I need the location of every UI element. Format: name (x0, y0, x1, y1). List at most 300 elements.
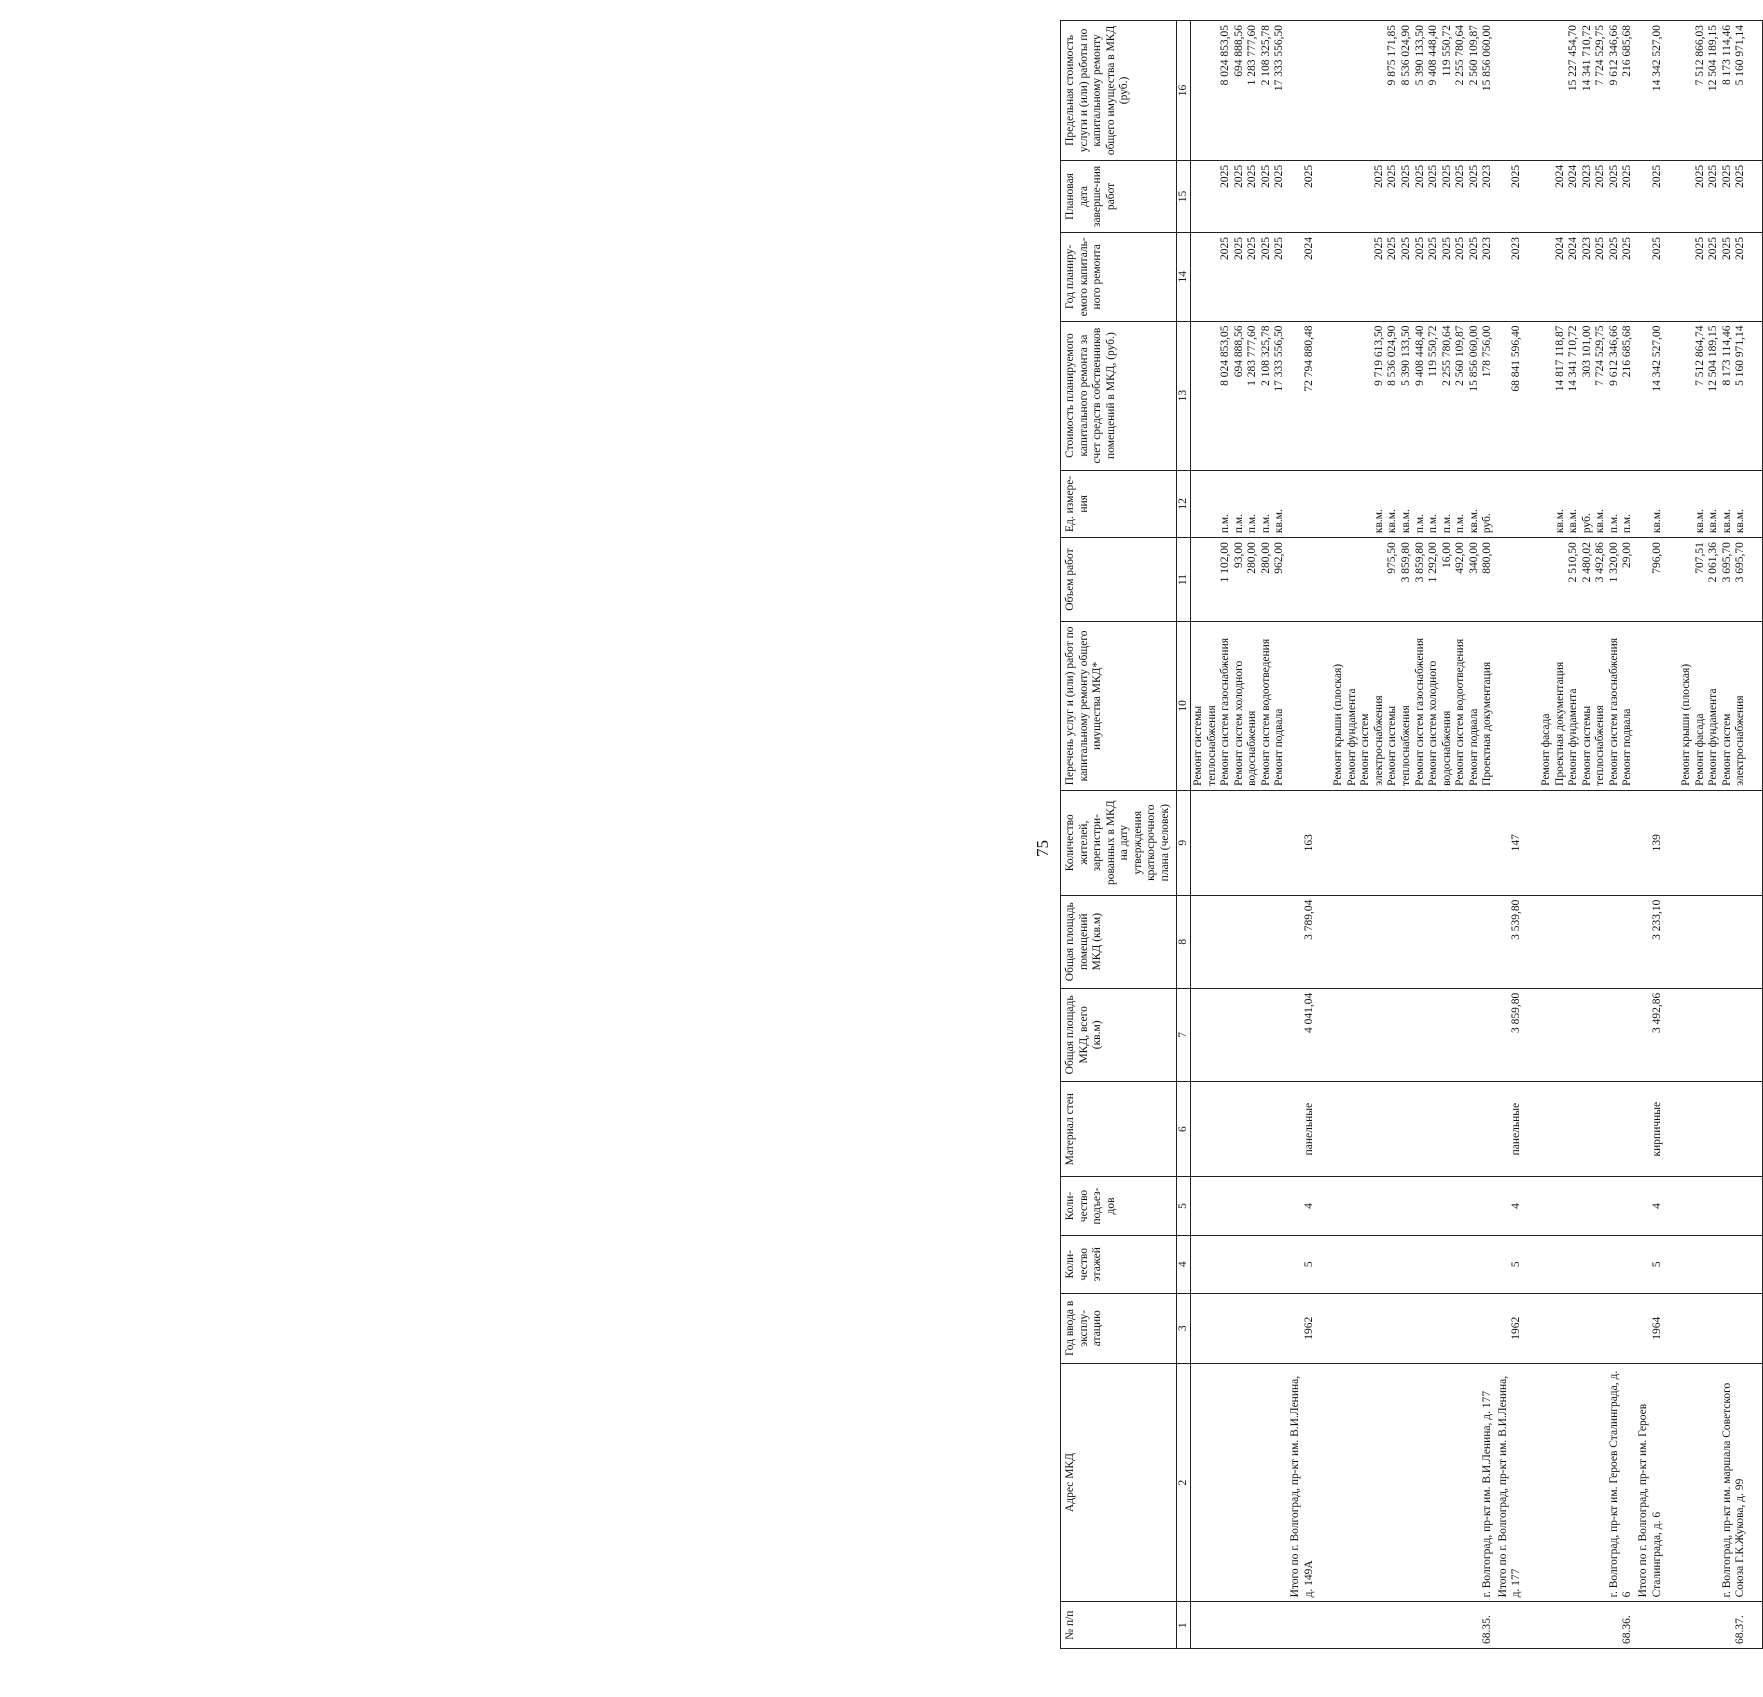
limit-cost-line: 2 255 780,64 (1454, 25, 1467, 86)
empty-cell (1191, 790, 1288, 895)
work-item-line: Ремонт систем газоснабжения (1413, 637, 1426, 786)
spacer-row (1749, 21, 1763, 1649)
empty-cell (1665, 895, 1679, 988)
empty-cell (1665, 988, 1679, 1081)
empty-cell (1525, 1235, 1539, 1293)
work-item-line: Ремонт систем электроснабжения (1359, 695, 1385, 786)
residents: 147 (1496, 790, 1525, 895)
volume-line: 1 292,00 (1427, 542, 1440, 583)
cost-line: 216 685,68 (1621, 325, 1634, 378)
empty-cell (1665, 1235, 1679, 1293)
empty-cell (1749, 895, 1763, 988)
unit-line: кв.м. (1386, 509, 1399, 534)
cost-line: 9 612 346,66 (1607, 325, 1620, 386)
empty-cell (1317, 1293, 1331, 1363)
empty-cell (1331, 1081, 1496, 1176)
volume (1191, 538, 1288, 622)
work-item-line: Ремонт фасада (1693, 713, 1706, 786)
finish-date-line: 2025 (1246, 164, 1259, 188)
cost (1191, 321, 1288, 470)
empty-cell (1525, 538, 1539, 622)
address (1191, 1363, 1288, 1602)
cost (1679, 321, 1749, 470)
work-item-line: Ремонт фасада (1540, 713, 1552, 786)
unit-line: п.м. (1621, 513, 1634, 534)
column-number: 3 (1176, 1293, 1191, 1363)
unit (1679, 470, 1749, 538)
volume-line: 1 320,00 (1607, 542, 1620, 583)
cost-line: 15 856 060,00 (1467, 325, 1480, 392)
limit-cost-line: 1 283 777,60 (1246, 25, 1259, 86)
total-unit: кв.м. (1636, 470, 1665, 538)
page-number: 75 (1033, 840, 1052, 857)
empty-cell (1665, 1293, 1679, 1363)
limit-cost-line: 9 408 448,40 (1427, 25, 1440, 86)
volume (1331, 538, 1496, 622)
table-row (1191, 21, 1288, 1649)
unit-line: кв.м. (1693, 509, 1706, 534)
finish-date-line: 2025 (1720, 164, 1733, 188)
finish-date (1331, 160, 1496, 232)
finish-date-line: 2025 (1273, 164, 1286, 188)
total-label: Итого по г. Волгоград, пр-кт им. Героев Сталинграда, д. 6 (1636, 1363, 1665, 1602)
plan-year-line: 2025 (1440, 237, 1453, 261)
limit-cost-line: 8 536 024,90 (1399, 25, 1412, 86)
empty-cell (1317, 538, 1331, 622)
finish-date-line: 2025 (1621, 164, 1634, 188)
empty-cell (1665, 321, 1679, 470)
volume-line: 2 510,50 (1567, 542, 1580, 583)
empty-cell (1525, 895, 1539, 988)
empty-cell (1191, 1293, 1288, 1363)
finish-date-line: 2025 (1734, 164, 1747, 188)
column-number: 10 (1176, 621, 1191, 790)
finish-date (1191, 160, 1288, 232)
work-item (1191, 621, 1288, 790)
total-cost: 72 794 880,48 (1288, 321, 1317, 470)
cost-line: 119 550,72 (1427, 325, 1440, 377)
work-item (1539, 621, 1636, 790)
unit-line: п.м. (1219, 513, 1232, 534)
plan-year-line: 2025 (1386, 237, 1399, 261)
plan-year-line: 2025 (1454, 237, 1467, 261)
cost-line: 8 536 024,90 (1386, 325, 1399, 386)
row-number: 68.35. (1331, 1602, 1496, 1649)
unit-line: п.м. (1259, 513, 1272, 534)
work-item-line: Ремонт фундамента (1567, 688, 1580, 786)
unit (1539, 470, 1636, 538)
address: г. Волгоград, пр-кт им. В.И.Ленина, д. 177 (1331, 1363, 1496, 1602)
unit-line: п.м. (1246, 513, 1259, 534)
empty-cell (1665, 538, 1679, 622)
unit-line: п.м. (1440, 513, 1453, 534)
header-cell: Адрес МКД (1061, 1363, 1177, 1602)
empty-cell (1525, 21, 1539, 161)
address: г. Волгоград, пр-кт им. Героев Сталинграда, д. 6 (1539, 1363, 1636, 1602)
unit-line: кв.м. (1467, 509, 1480, 534)
work-item-line: Ремонт систем водоотведения (1454, 638, 1467, 786)
finish-date-line: 2024 (1567, 164, 1580, 188)
empty-cell (1331, 1235, 1496, 1293)
unit-line: п.м. (1607, 513, 1620, 534)
empty-cell (1665, 160, 1679, 232)
total-label: Итого по г. Волгоград, пр-кт им. В.И.Ленина, д. 177 (1496, 1363, 1525, 1602)
empty-cell (1749, 233, 1763, 322)
volume (1679, 538, 1749, 622)
cost-line: 9 719 613,50 (1372, 325, 1385, 386)
total-row (1636, 21, 1665, 1649)
cost-line: 303 101,00 (1580, 325, 1593, 378)
total-cost: 68 841 596,40 (1496, 321, 1525, 470)
empty-cell (1317, 160, 1331, 232)
volume-line: 2 480,02 (1580, 542, 1593, 583)
cost-line: 5 160 971,14 (1734, 325, 1747, 386)
empty-cell (1191, 1177, 1288, 1235)
empty-cell (1317, 790, 1331, 895)
work-item-line: Ремонт систем газоснабжения (1607, 637, 1620, 786)
column-number: 9 (1176, 790, 1191, 895)
table-row (1331, 21, 1496, 1649)
finish-date-line: 2025 (1607, 164, 1620, 188)
volume-line: 3 492,86 (1594, 542, 1607, 583)
empty-cell (1191, 895, 1288, 988)
empty-cell (1539, 988, 1636, 1081)
empty-cell (1749, 790, 1763, 895)
cost-line: 8 173 114,46 (1720, 325, 1733, 386)
area-total: 4 041,04 (1288, 988, 1317, 1081)
plan-year-line: 2025 (1607, 237, 1620, 261)
work-item-line: Ремонт подвала (1621, 708, 1634, 786)
finish-date-line: 2025 (1386, 164, 1399, 188)
total-row (1496, 21, 1525, 1649)
empty-cell (1749, 321, 1763, 470)
build-year: 1964 (1636, 1293, 1665, 1363)
empty-cell (1749, 1177, 1763, 1235)
column-number: 1 (1176, 1602, 1191, 1649)
empty-cell (1191, 1235, 1288, 1293)
spacer-row (1525, 21, 1539, 1649)
plan-year (1191, 233, 1288, 322)
empty-cell (1288, 1602, 1317, 1649)
empty-cell (1317, 321, 1331, 470)
limit-cost-line: 5 160 971,14 (1734, 25, 1747, 86)
column-number-row (1176, 21, 1191, 1649)
empty-cell (1679, 895, 1749, 988)
entrances: 4 (1288, 1177, 1317, 1235)
limit-cost (1191, 21, 1288, 161)
header-cell: Материал стен (1061, 1081, 1177, 1176)
limit-cost-line: 119 550,72 (1440, 25, 1453, 77)
cost-line: 12 504 189,15 (1707, 325, 1720, 392)
unit-line: руб. (1481, 513, 1494, 534)
volume-line: 3 695,70 (1720, 542, 1733, 583)
empty-cell (1317, 1081, 1331, 1176)
row-number: 68.37. (1679, 1602, 1749, 1649)
empty-cell (1317, 470, 1331, 538)
empty-cell (1665, 233, 1679, 322)
unit-line: п.м. (1413, 513, 1426, 534)
header-cell: № п/п (1061, 1602, 1177, 1649)
volume-line: 3 859,80 (1399, 542, 1412, 583)
empty-cell (1539, 1177, 1636, 1235)
header-cell: Объем работ (1061, 538, 1177, 622)
column-number: 7 (1176, 988, 1191, 1081)
wall-material: панельные (1288, 1081, 1317, 1176)
finish-date-line: 2025 (1454, 164, 1467, 188)
cost-line: 9 408 448,40 (1413, 325, 1426, 386)
header-cell: Предельная стоимость услуги и (или) работы по капитальному ремонту общего имущества в МКД (руб.) (1061, 21, 1177, 161)
volume-line: 340,00 (1467, 542, 1480, 574)
volume-line: 280,00 (1246, 542, 1259, 574)
work-item-line: Ремонт системы теплоснабжения (1580, 705, 1607, 786)
plan-year-line: 2025 (1427, 237, 1440, 261)
empty-cell (1749, 470, 1763, 538)
table-row (1539, 21, 1636, 1649)
header-cell: Количество жителей, зарегистри-рованных в МКД на дату утверждения краткосрочного плана (человек) (1061, 790, 1177, 895)
total-finish-date: 2025 (1496, 160, 1525, 232)
cost-line: 694 888,56 (1232, 325, 1245, 378)
empty-cell (1679, 988, 1749, 1081)
empty-cell (1636, 621, 1665, 790)
volume-line: 975,50 (1386, 542, 1399, 574)
total-volume (1288, 538, 1317, 622)
unit-line: кв.м. (1734, 509, 1747, 534)
residents: 163 (1288, 790, 1317, 895)
empty-cell (1525, 790, 1539, 895)
empty-cell (1665, 21, 1679, 161)
finish-date-line: 2025 (1219, 164, 1232, 188)
empty-cell (1749, 988, 1763, 1081)
plan-year-line: 2025 (1734, 237, 1747, 261)
empty-cell (1191, 1081, 1288, 1176)
empty-cell (1665, 621, 1679, 790)
empty-cell (1749, 1081, 1763, 1176)
unit-line: кв.м. (1720, 509, 1733, 534)
work-item-line: Ремонт системы теплоснабжения (1192, 705, 1218, 786)
plan-year-line: 2025 (1259, 237, 1272, 261)
cost-line: 14 817 118,87 (1553, 325, 1566, 392)
empty-cell (1317, 233, 1331, 322)
plan-year-line: 2023 (1580, 237, 1593, 261)
cost (1539, 321, 1636, 470)
unit-line: руб. (1580, 513, 1593, 534)
empty-cell (1525, 321, 1539, 470)
wall-material: кирпичные (1636, 1081, 1665, 1176)
finish-date-line: 2025 (1707, 164, 1720, 188)
capital-repair-table (1060, 20, 1763, 1649)
total-limit (1496, 21, 1525, 161)
empty-cell (1749, 1235, 1763, 1293)
total-unit (1496, 470, 1525, 538)
limit-cost (1679, 21, 1749, 161)
work-item-line: Ремонт систем холодного водоснабжения (1427, 660, 1453, 786)
work-item (1679, 621, 1749, 790)
work-item-line: Ремонт систем водоотведения (1259, 638, 1272, 786)
plan-year-line: 2025 (1413, 237, 1426, 261)
limit-cost-line: 7 724 529,75 (1594, 25, 1607, 86)
spacer-row (1317, 21, 1331, 1649)
volume-line: 1 102,00 (1219, 542, 1232, 583)
volume (1539, 538, 1636, 622)
work-item-line: Ремонт системы теплоснабжения (1386, 705, 1412, 786)
finish-date-line: 2025 (1232, 164, 1245, 188)
area-premises: 3 789,04 (1288, 895, 1317, 988)
empty-cell (1679, 790, 1749, 895)
cost-line: 8 024 853,05 (1219, 325, 1232, 386)
cost-line: 14 341 710,72 (1567, 325, 1580, 392)
empty-cell (1539, 790, 1636, 895)
header-cell: Общая площадь МКД, всего (кв.м) (1061, 988, 1177, 1081)
wall-material: панельные (1496, 1081, 1525, 1176)
empty-cell (1539, 1235, 1636, 1293)
table-row (1679, 21, 1749, 1649)
floors: 5 (1636, 1235, 1665, 1293)
work-item-line: Ремонт систем газоснабжения (1219, 637, 1232, 786)
limit-cost-line: 14 341 710,72 (1580, 25, 1593, 92)
finish-date-line: 2025 (1413, 164, 1426, 188)
finish-date-line: 2025 (1693, 164, 1706, 188)
work-item-line: Ремонт фундамента (1707, 688, 1720, 786)
empty-cell (1539, 1293, 1636, 1363)
plan-year-line: 2025 (1693, 237, 1706, 261)
empty-cell (1679, 1235, 1749, 1293)
empty-cell (1749, 621, 1763, 790)
total-plan-year: 2024 (1288, 233, 1317, 322)
column-number: 11 (1176, 538, 1191, 622)
work-item-line: Ремонт подвала (1467, 708, 1480, 786)
empty-cell (1679, 1177, 1749, 1235)
total-limit (1288, 21, 1317, 161)
finish-date (1539, 160, 1636, 232)
cost-line: 2 255 780,64 (1440, 325, 1453, 386)
plan-year-line: 2024 (1567, 237, 1580, 261)
empty-cell (1496, 1602, 1525, 1649)
address: г. Волгоград, пр-кт им. маршала Советского Союза Г.К.Жукова, д. 99 (1679, 1363, 1749, 1602)
column-number: 4 (1176, 1235, 1191, 1293)
unit-line: п.м. (1454, 513, 1467, 534)
cost-line: 17 333 556,50 (1273, 325, 1286, 392)
plan-year-line: 2025 (1720, 237, 1733, 261)
finish-date (1679, 160, 1749, 232)
empty-cell (1665, 790, 1679, 895)
table-body (1191, 21, 1763, 1649)
empty-cell (1317, 895, 1331, 988)
empty-cell (1665, 1363, 1679, 1602)
plan-year-line: 2025 (1372, 237, 1385, 261)
area-premises: 3 233,10 (1636, 895, 1665, 988)
row-number (1191, 1602, 1288, 1649)
empty-cell (1525, 988, 1539, 1081)
finish-date-line: 2023 (1481, 164, 1494, 188)
plan-year-line: 2024 (1553, 237, 1566, 261)
header-cell: Плановая дата заверше-ния работ (1061, 160, 1177, 232)
empty-cell (1665, 1177, 1679, 1235)
row-number: 68.36. (1539, 1602, 1636, 1649)
volume-line: 2 061,36 (1707, 542, 1720, 583)
plan-year-line: 2025 (1707, 237, 1720, 261)
volume-line: 707,51 (1693, 542, 1706, 574)
header-cell: Год планиру-емого капиталь-ного ремонта (1061, 233, 1177, 322)
total-volume: 796,00 (1636, 538, 1665, 622)
finish-date-line: 2025 (1372, 164, 1385, 188)
area-total: 3 492,86 (1636, 988, 1665, 1081)
empty-cell (1749, 1602, 1763, 1649)
limit-cost-line: 2 108 325,78 (1259, 25, 1272, 86)
empty-cell (1331, 1177, 1496, 1235)
total-volume (1496, 538, 1525, 622)
cost-line: 2 108 325,78 (1259, 325, 1272, 386)
volume-line: 29,00 (1621, 542, 1634, 568)
header-cell: Ед. измере-ния (1061, 470, 1177, 538)
build-year: 1962 (1496, 1293, 1525, 1363)
column-number: 2 (1176, 1363, 1191, 1602)
column-number: 13 (1176, 321, 1191, 470)
header-cell: Год ввода в эксплу-атацию (1061, 1293, 1177, 1363)
total-plan-year: 2025 (1636, 233, 1665, 322)
empty-cell (1749, 1293, 1763, 1363)
total-unit (1288, 470, 1317, 538)
unit (1331, 470, 1496, 538)
total-finish-date: 2025 (1288, 160, 1317, 232)
unit-line: кв.м. (1553, 509, 1566, 534)
empty-cell (1525, 1363, 1539, 1602)
work-item-line: Ремонт подвала (1273, 708, 1286, 786)
plan-year-line: 2025 (1399, 237, 1412, 261)
spacer-row (1665, 21, 1679, 1649)
empty-cell (1525, 470, 1539, 538)
limit-cost-line: 2 560 109,87 (1467, 25, 1480, 86)
cost-line: 7 724 529,75 (1594, 325, 1607, 386)
unit-line: кв.м. (1399, 509, 1412, 534)
empty-cell (1496, 621, 1525, 790)
cost-line: 1 283 777,60 (1246, 325, 1259, 386)
work-item-line: Ремонт фундамента (1345, 688, 1358, 786)
area-premises: 3 539,80 (1496, 895, 1525, 988)
column-number: 16 (1176, 21, 1191, 161)
floors: 5 (1288, 1235, 1317, 1293)
unit-line: кв.м. (1707, 509, 1720, 534)
limit-cost-line: 15 856 060,00 (1481, 25, 1494, 92)
volume-line: 280,00 (1259, 542, 1272, 574)
plan-year-line: 2025 (1232, 237, 1245, 261)
work-item-line: Ремонт крыши (плоская) (1332, 663, 1345, 786)
volume-line: 880,00 (1481, 542, 1494, 574)
cost-line: 7 512 864,74 (1693, 325, 1706, 386)
empty-cell (1288, 621, 1317, 790)
header-row (1061, 21, 1177, 1649)
empty-cell (1679, 1293, 1749, 1363)
limit-cost-line: 8 024 853,05 (1219, 25, 1232, 86)
unit-line: п.м. (1427, 513, 1440, 534)
empty-cell (1317, 1235, 1331, 1293)
limit-cost-line: 9 875 171,85 (1386, 25, 1399, 86)
empty-cell (1317, 621, 1331, 790)
volume-line: 16,00 (1440, 542, 1453, 568)
empty-cell (1317, 1363, 1331, 1602)
cost-line: 2 560 109,87 (1454, 325, 1467, 386)
empty-cell (1679, 1081, 1749, 1176)
plan-year-line: 2025 (1219, 237, 1232, 261)
finish-date-line: 2023 (1580, 164, 1593, 188)
work-item (1331, 621, 1496, 790)
empty-cell (1525, 1081, 1539, 1176)
column-number: 12 (1176, 470, 1191, 538)
limit-cost-line: 9 612 346,66 (1607, 25, 1620, 86)
empty-cell (1539, 1081, 1636, 1176)
empty-cell (1539, 895, 1636, 988)
total-row (1288, 21, 1317, 1649)
limit-cost-line: 17 333 556,50 (1273, 25, 1286, 92)
